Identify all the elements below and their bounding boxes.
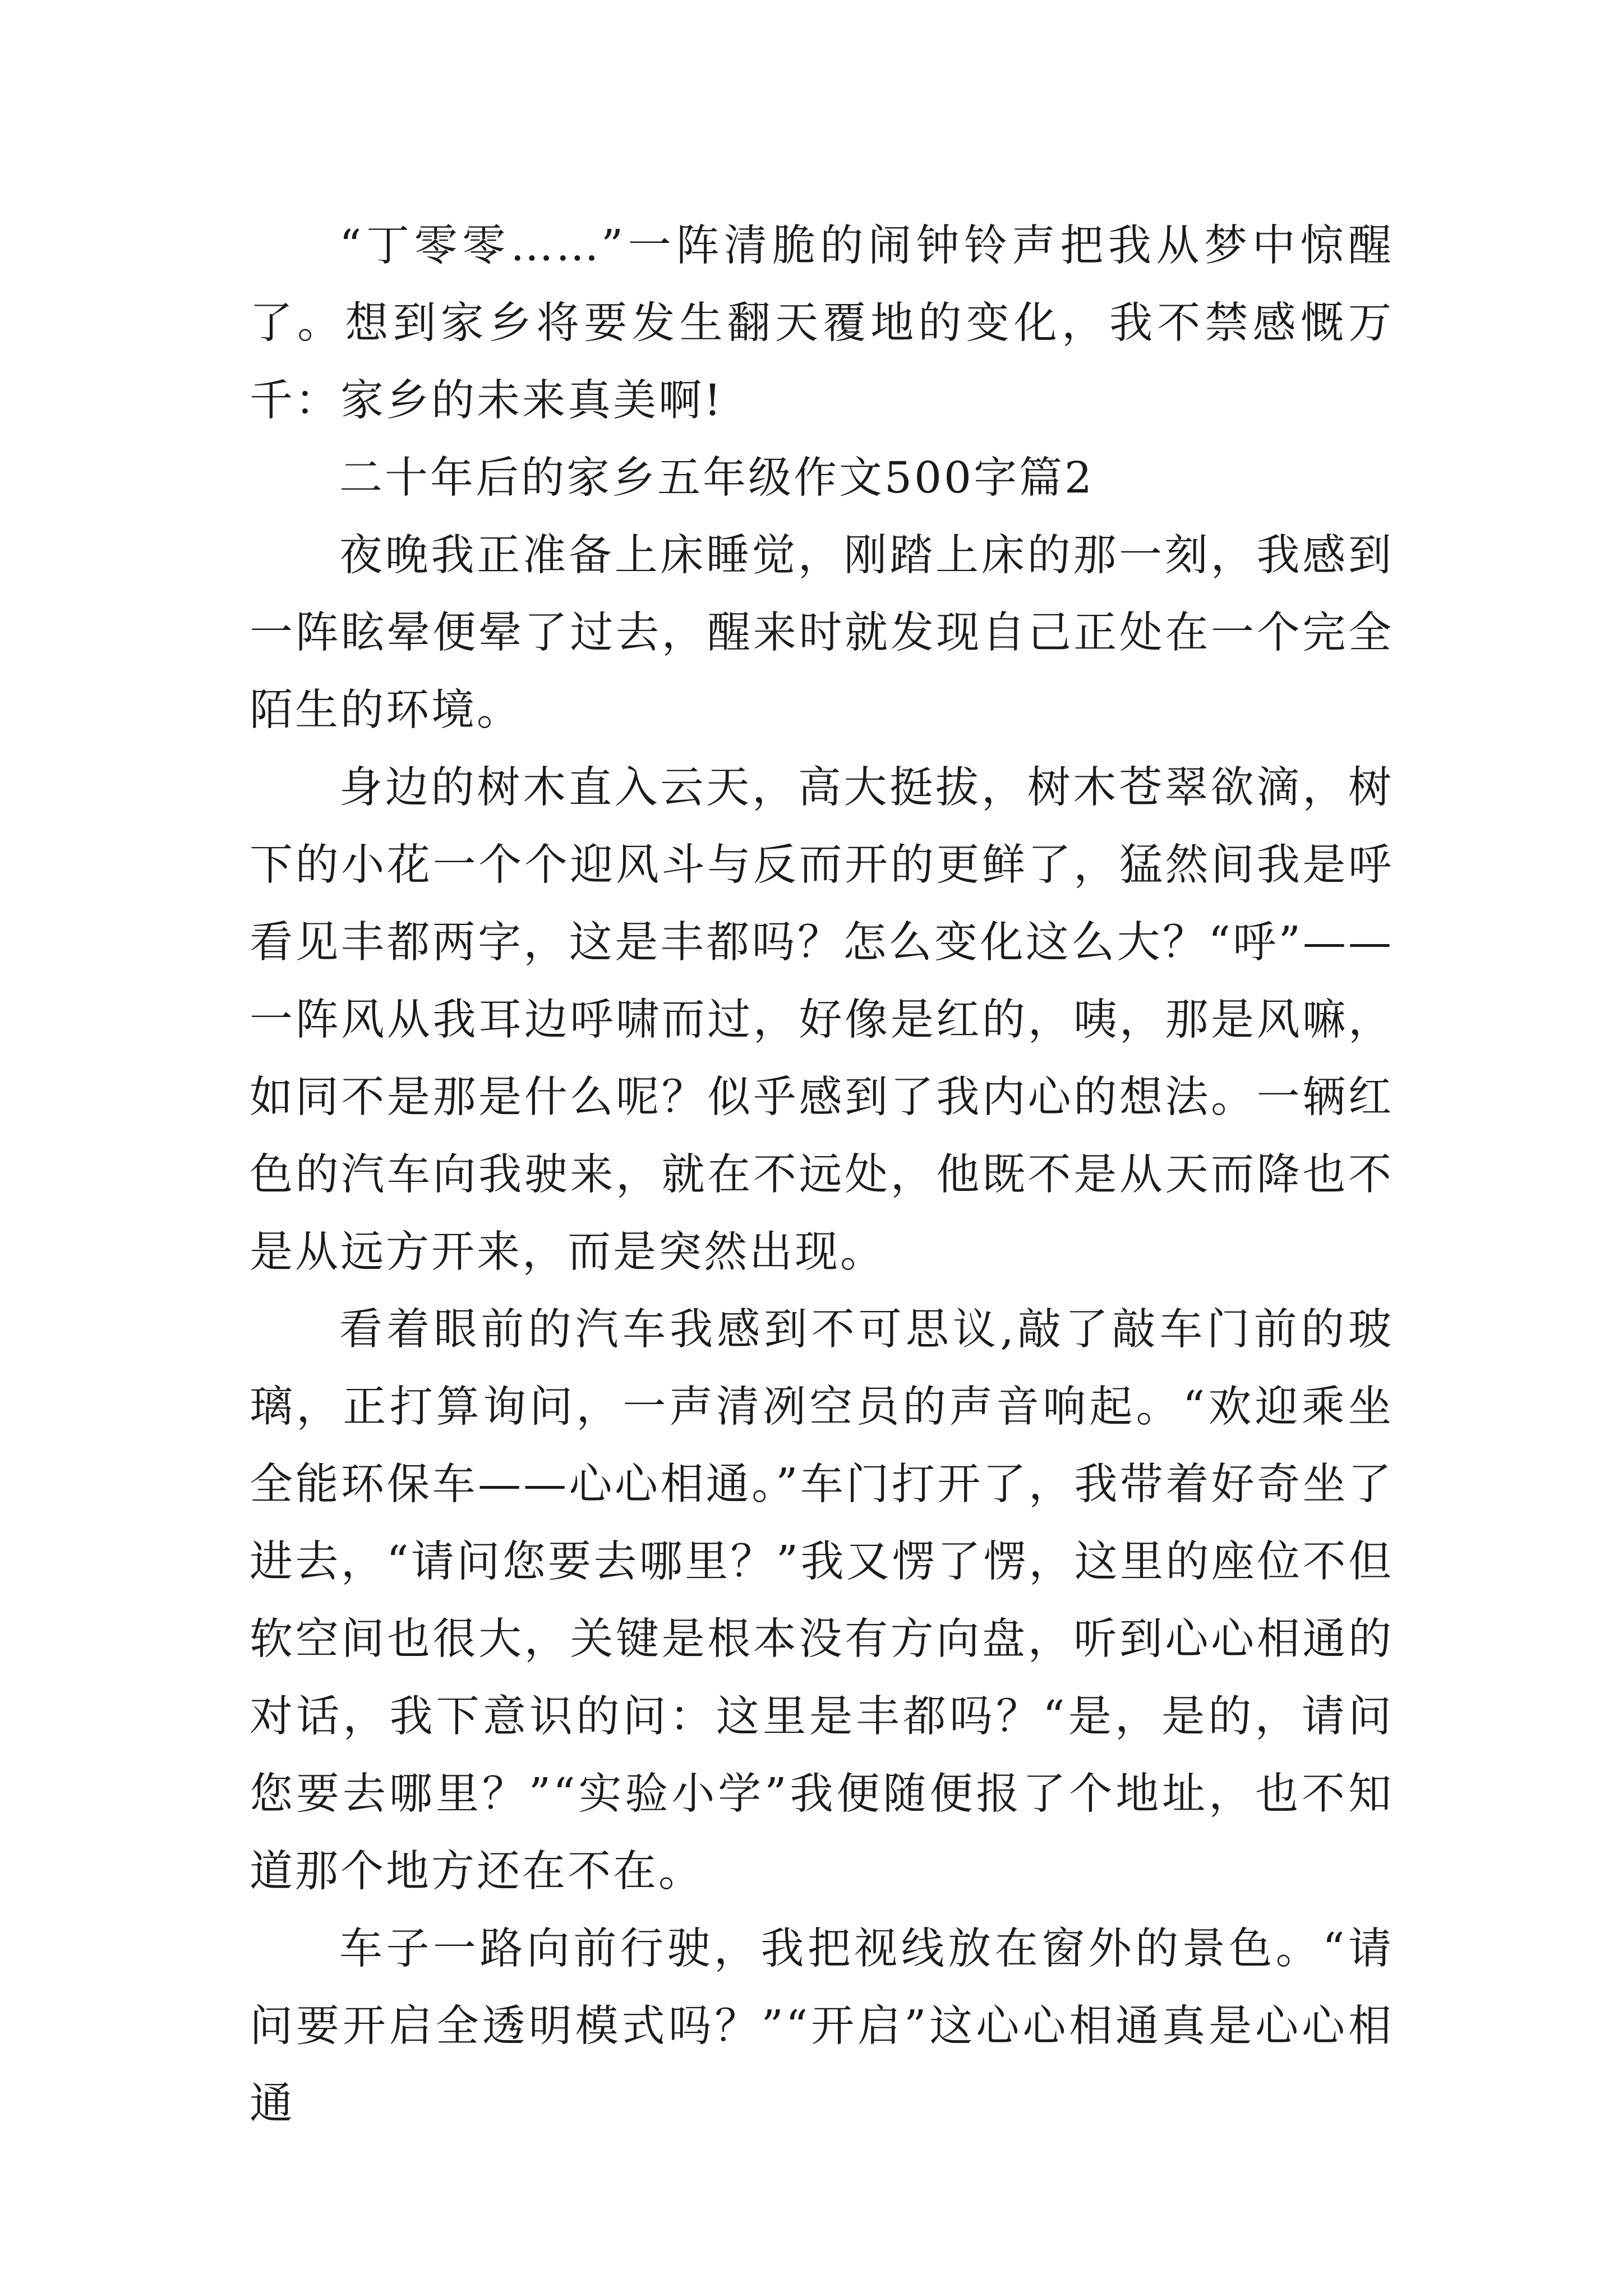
paragraph-car-ride: 车子一路向前行驶，我把视线放在窗外的景色。“请问要开启全透明模式吗？”“开启”这心心相通真是心心相通 [250,1924,1394,2129]
essay-heading: 二十年后的家乡五年级作文500字篇2 [339,453,1094,503]
paragraph-car-encounter: 看着眼前的汽车我感到不可思议,敲了敲车门前的玻璃，正打算询问，一声清冽空员的声音响起。“欢迎乘坐全能环保车——心心相通。”车门打开了，我带着好奇坐了进去，“请问您要去哪里？”我又愣了愣，这里的座位不但软空间也很大，关键是根本没有方向盘，听到心心相通的对话，我下意识的问：这里是丰都吗？“是，是的，请问您要去哪里？”“实验小学”我便随便报了个地址，也不知道那个地方还在不在。 [250,1305,1394,1897]
paragraph-night-dizzy: 夜晚我正准备上床睡觉，刚踏上床的那一刻，我感到一阵眩晕便晕了过去，醒来时就发现自己正处在一个完全陌生的环境。 [250,531,1394,735]
paragraph-alarm-wake: “丁零零……”一阵清脆的闹钟铃声把我从梦中惊醒了。想到家乡将要发生翻天覆地的变化，我不禁感慨万千：家乡的未来真美啊! [250,221,1394,426]
document-body [250,208,1394,2143]
paragraph-trees-wind: 身边的树木直入云天，高大挺拔，树木苍翠欲滴，树下的小花一个个迎风斗与反而开的更鲜了，猛然间我是呼看见丰都两字，这是丰都吗？怎么变化这么大？“呼”——一阵风从我耳边呼啸而过，好像是红的，咦，那是风嘛，如同不是那是什么呢？似乎感到了我内心的想法。一辆红色的汽车向我驶来，就在不远处，他既不是从天而降也不是从远方开来，而是突然出现。 [250,763,1394,1277]
